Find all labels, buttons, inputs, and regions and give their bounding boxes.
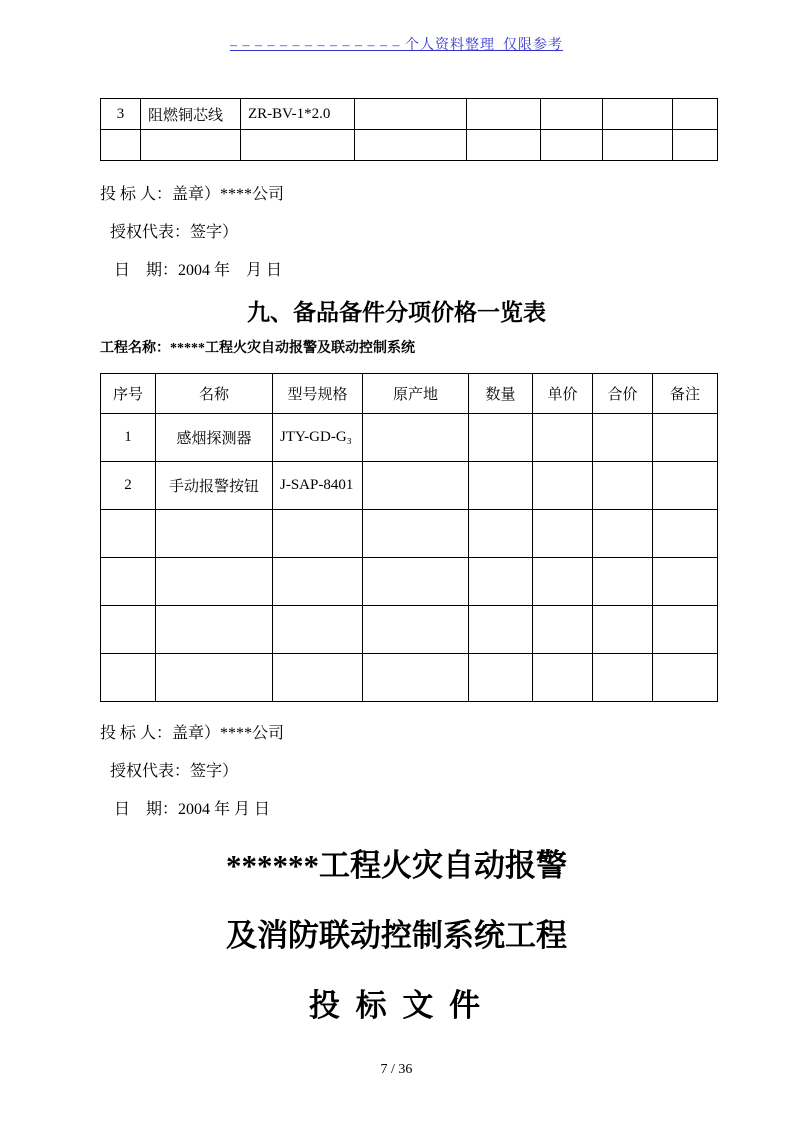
table-cell xyxy=(469,558,533,606)
table-row xyxy=(101,654,718,702)
table-cell xyxy=(593,606,653,654)
table-cell xyxy=(653,510,718,558)
table-cell xyxy=(101,606,156,654)
cover-title-line1: ******工程火灾自动报警 xyxy=(226,848,567,883)
table-cell xyxy=(273,606,363,654)
table-cell xyxy=(653,558,718,606)
table-row xyxy=(101,462,718,510)
table-cell xyxy=(101,654,156,702)
column-header: 序号 xyxy=(101,374,156,414)
table-cell: J-SAP-8401 xyxy=(273,462,363,510)
table-cell xyxy=(673,130,718,161)
table-row xyxy=(101,414,718,462)
section-title: 九、备品备件分项价格一览表 xyxy=(247,299,546,325)
signature-bidder-line: 投 标 人：盖章）****公司 xyxy=(100,725,285,742)
signature-representative-line: 授权代表：签字） xyxy=(110,763,239,780)
table-cell xyxy=(273,558,363,606)
cover-title-line2: 及消防联动控制系统工程 xyxy=(226,918,567,953)
table-cell xyxy=(101,558,156,606)
table-cell xyxy=(101,130,141,161)
signature-bidder-line: 投 标 人：盖章）****公司 xyxy=(100,186,285,203)
table-cell xyxy=(469,462,533,510)
page-footer: 7 / 36 xyxy=(380,1062,413,1077)
doc-header: – – – – – – – – – – – – – – 个人资料整理_仅限参考 xyxy=(230,38,563,53)
table-cell: 手动报警按钮 xyxy=(156,462,273,510)
table-cell xyxy=(593,462,653,510)
table-row xyxy=(101,99,718,130)
table-cell xyxy=(541,130,603,161)
table-cell xyxy=(156,606,273,654)
table-cell xyxy=(156,510,273,558)
column-header: 型号规格 xyxy=(273,374,363,414)
column-header: 单价 xyxy=(533,374,593,414)
table-cell: 1 xyxy=(101,414,156,462)
table-cell xyxy=(469,654,533,702)
table-cell xyxy=(467,99,541,130)
table-cell xyxy=(467,130,541,161)
table-row xyxy=(101,558,718,606)
column-header: 合价 xyxy=(593,374,653,414)
table-cell xyxy=(241,130,355,161)
table-cell xyxy=(355,130,467,161)
table-cell xyxy=(273,654,363,702)
signature-date-line: 日 期：2004 年 月 日 xyxy=(114,801,271,818)
table-cell xyxy=(653,654,718,702)
table-cell xyxy=(673,99,718,130)
table-row xyxy=(101,130,718,161)
signature-block-1 xyxy=(100,181,793,280)
table-cell xyxy=(363,558,469,606)
column-header: 名称 xyxy=(156,374,273,414)
signature-representative-line: 授权代表：签字） xyxy=(110,224,239,241)
price-table xyxy=(100,373,718,702)
column-header: 数量 xyxy=(469,374,533,414)
table-cell xyxy=(363,606,469,654)
table-cell xyxy=(603,130,673,161)
project-name-line: 工程名称：*****工程火灾自动报警及联动控制系统 xyxy=(100,341,415,356)
table-cell xyxy=(101,510,156,558)
table-cell xyxy=(541,99,603,130)
signature-date-line: 日 期：2004 年 月 日 xyxy=(114,262,283,279)
table-cell xyxy=(363,510,469,558)
table-cell xyxy=(533,606,593,654)
table-cell: 感烟探测器 xyxy=(156,414,273,462)
table-cell xyxy=(363,462,469,510)
table-cell xyxy=(533,462,593,510)
table-cell xyxy=(469,510,533,558)
table-cell xyxy=(273,510,363,558)
top-table xyxy=(100,98,718,161)
table-cell xyxy=(533,558,593,606)
cover-title-line3: 投 标 文 件 xyxy=(308,988,485,1023)
table-cell xyxy=(156,654,273,702)
table-cell xyxy=(156,558,273,606)
table-cell xyxy=(593,414,653,462)
table-cell: 3 xyxy=(101,99,141,130)
signature-block-2 xyxy=(100,720,793,819)
column-header: 备注 xyxy=(653,374,718,414)
table-cell xyxy=(363,414,469,462)
cover-title-block xyxy=(0,845,793,1027)
table-cell: 2 xyxy=(101,462,156,510)
table-cell xyxy=(653,606,718,654)
table-row xyxy=(101,606,718,654)
table-cell xyxy=(469,606,533,654)
table-cell xyxy=(363,654,469,702)
table-header-row xyxy=(101,374,718,414)
table-cell xyxy=(593,510,653,558)
table-cell xyxy=(603,99,673,130)
table-cell xyxy=(355,99,467,130)
table-cell xyxy=(593,558,653,606)
column-header: 原产地 xyxy=(363,374,469,414)
table-cell xyxy=(593,654,653,702)
table-cell xyxy=(533,510,593,558)
table-cell xyxy=(533,654,593,702)
table-cell xyxy=(141,130,241,161)
table-cell: JTY-GD-G₃ xyxy=(273,414,363,462)
table-cell xyxy=(533,414,593,462)
table-cell xyxy=(653,462,718,510)
table-cell xyxy=(653,414,718,462)
table-cell: ZR-BV-1*2.0 xyxy=(241,99,355,130)
table-cell xyxy=(469,414,533,462)
table-cell: 阻燃铜芯线 xyxy=(141,99,241,130)
table-row xyxy=(101,510,718,558)
